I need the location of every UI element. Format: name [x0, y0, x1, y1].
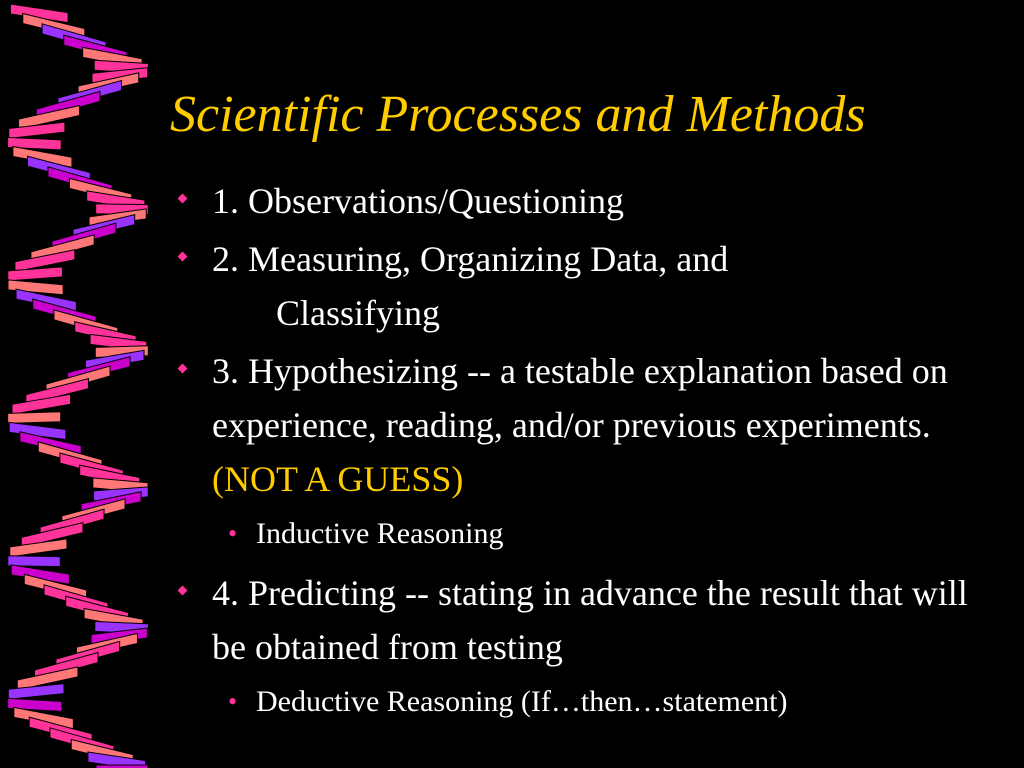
bullet-text-2: 2. Measuring, Organizing Data, and	[212, 239, 729, 279]
bullet-item-2	[172, 232, 1002, 340]
bullet-list	[172, 174, 1002, 734]
bullet-text-1: 1. Observations/Questioning	[212, 181, 624, 221]
bullet-text-2-continuation: Classifying	[276, 293, 441, 333]
dot-bullet-icon: •	[228, 519, 238, 548]
diamond-bullet-icon	[178, 364, 188, 374]
slide-title: Scientific Processes and Methods	[170, 86, 866, 143]
bullet-item-1	[172, 174, 1002, 228]
ribbon-segment	[8, 412, 61, 424]
ribbon-segment	[8, 556, 61, 567]
bullet-text-3: 3. Hypothesizing -- a testable explanation based on experience, reading, and/or previous experiments.	[212, 351, 948, 445]
sub-bullet-deductive	[172, 678, 1002, 726]
dot-bullet-icon: •	[228, 687, 238, 716]
wavy-fan-ribbon-icon	[0, 0, 150, 768]
not-a-guess-note: (NOT A GUESS)	[212, 459, 464, 499]
sub-bullet-text-deductive: Deductive Reasoning (If…then…statement)	[256, 685, 788, 718]
sub-bullet-text-inductive: Inductive Reasoning	[256, 517, 504, 550]
bullet-item-3	[172, 344, 1002, 506]
bullet-item-4	[172, 566, 1002, 674]
diamond-bullet-icon	[178, 252, 188, 262]
diamond-bullet-icon	[178, 586, 188, 596]
ribbon-segment	[8, 684, 64, 700]
bullet-text-4: 4. Predicting -- stating in advance the result that will be obtained from testing	[212, 573, 968, 667]
sub-bullet-inductive	[172, 510, 1002, 558]
diamond-bullet-icon	[178, 194, 188, 204]
